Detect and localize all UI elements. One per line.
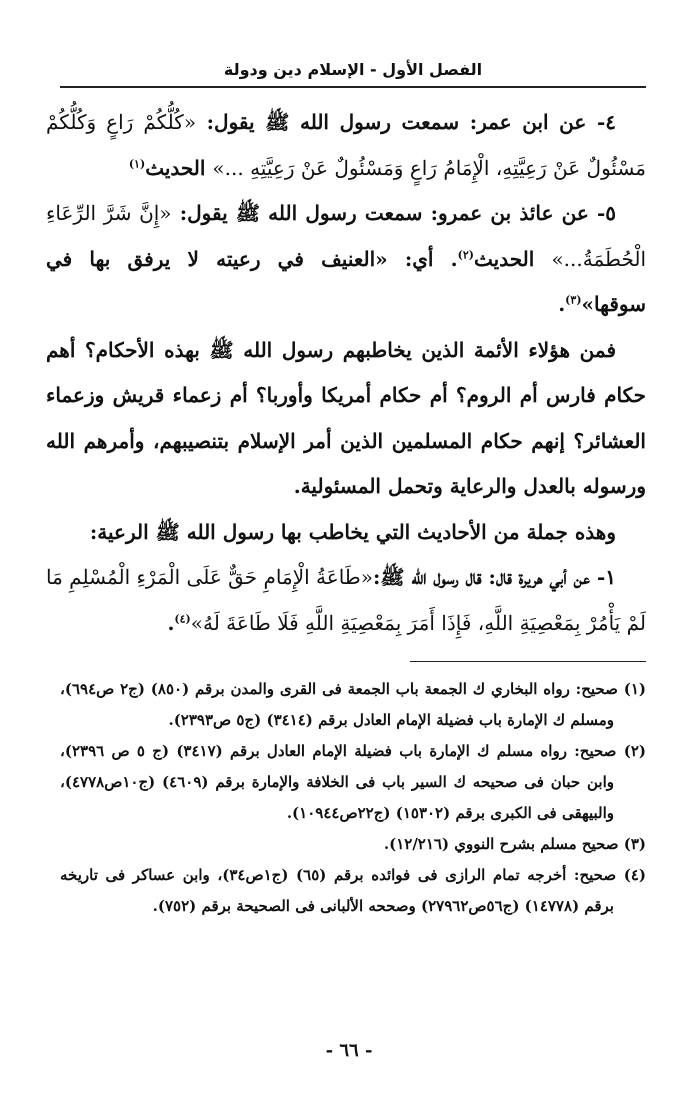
footnote-grade: صحيح: [574,742,617,760]
footnote-text: صحيح مسلم بشرح النووي (١٢/٢١٦). [383,835,619,853]
footnote-ref: (٢) [457,247,474,261]
paragraph-hadith-1 [46,555,646,646]
hadith-explanation: . أي: «العنيف في رعيته لا يرفق بها في سوقها» [46,246,646,316]
footnote-4 [60,860,646,922]
footnote-number: (٣) [623,835,646,853]
hadith-tail: الحديث [473,246,552,271]
hadith-text: «إِنَّ شَرَّ الرِّعَاءِ الْحُطَمَةُ...» [46,201,646,271]
paragraph-question: فمن هؤلاء الأئمة الذين يخاطبهم رسول الله ﷺ بهذه الأحكام؟ أهم حكام فارس أم الروم؟ أم حكام أمريكا وأوربا؟ أم زعماء قريش وزعماء العشائر؟ إنهم حكام المسلمين الذين أمر الإسلام بتنصيبهم، وأمرهم الله ورسوله بالعدل والرعاية وتحمل المسئولية. [46,337,646,498]
footnote-number: (١) [623,680,646,698]
sentence-end: . [558,292,566,316]
sentence-end: . [167,610,175,635]
hadith-text: «طَاعَةُ الْإِمَامِ حَقٌّ عَلَى الْمَرْءِ الْمُسْلِمِ مَا لَمْ يَأْمُرْ بِمَعْصِيَةِ اللَّهِ، فَإِذَا أَمَرَ بِمَعْصِيَةِ اللَّهِ فَلَا طَاعَةَ لَهُ» [46,565,646,635]
footnote-divider [410,661,646,662]
paragraph-hadith-5 [46,191,646,328]
footnote-ref: (١) [128,156,146,170]
footnote-2 [60,736,646,829]
footnote-ref: (٤) [174,611,191,625]
footnote-grade: صحيح: [573,866,617,884]
footnote-text: رواه البخاري ك الجمعة باب الجمعة فى القرى والمدن برقم (٨٥٠) (ج٢ ص٦٩٤)، ومسلم ك الإمارة باب فضيلة الإمام العادل برقم (٣٤١٤) (ج٥ ص٢٣٩٣). [60,680,614,729]
main-text [46,100,646,646]
footnote-number: (٤) [623,866,646,884]
footnote-3 [60,829,646,860]
chapter-title: الفصل الأول - الإسلام دين ودولة [223,60,483,79]
hadith-text: «كُلُّكُمْ رَاعٍ وَكُلُّكُمْ مَسْئُولٌ عَنْ رَعِيَّتِهِ، الْإِمَامُ رَاعٍ وَمَسْئُولٌ عَنْ رَعِيَّتِهِ ...» [46,110,646,180]
hadith-intro: ١- عن أبي هريرة قال: قال رسول الله ﷺ: [372,565,616,589]
hadith-tail: الحديث [145,155,213,180]
footnote-text: أخرجه تمام الرازى فى فوائده برقم (٦٥) (ج١ص٣٤)، وابن عساكر فى تاريخه برقم (١٤٧٧٨) (ج٥٦ص٢٧٩٦٢) وصححه الألبانى فى الصحيحة برقم (٧٥٢). [60,866,614,915]
paragraph-intro-list: وهذه جملة من الأحاديث التي يخاطب بها رسول الله ﷺ الرعية: [89,519,616,544]
footnote-number: (٢) [623,742,646,760]
page-number: - ٦٦ - [325,1040,373,1061]
hadith-intro: ٥- عن عائذ بن عمرو: سمعت رسول الله ﷺ يقول: [171,201,616,225]
footnote-ref: (٣) [565,293,582,307]
footnote-grade: صحيح: [575,680,618,698]
hadith-intro: ٤- عن ابن عمر: سمعت رسول الله ﷺ يقول: [196,110,616,134]
running-header [60,56,646,88]
paragraph-hadith-4 [46,100,646,191]
footnotes [60,674,646,922]
footnote-text: رواه مسلم ك الإمارة باب فضيلة الإمام العادل برقم (٣٤١٧) (ج ٥ ص ٢٣٩٦)، وابن حبان فى صحيحه ك السير باب فى الخلافة والإمارة برقم (٤٦٠٩) (ج١٠ص٤٧٧٨)، والبيهقى فى الكبرى برقم (١٥٣٠٢) (ج٢٢ص١٠٩٤٤). [60,742,614,822]
footnote-1 [60,674,646,736]
